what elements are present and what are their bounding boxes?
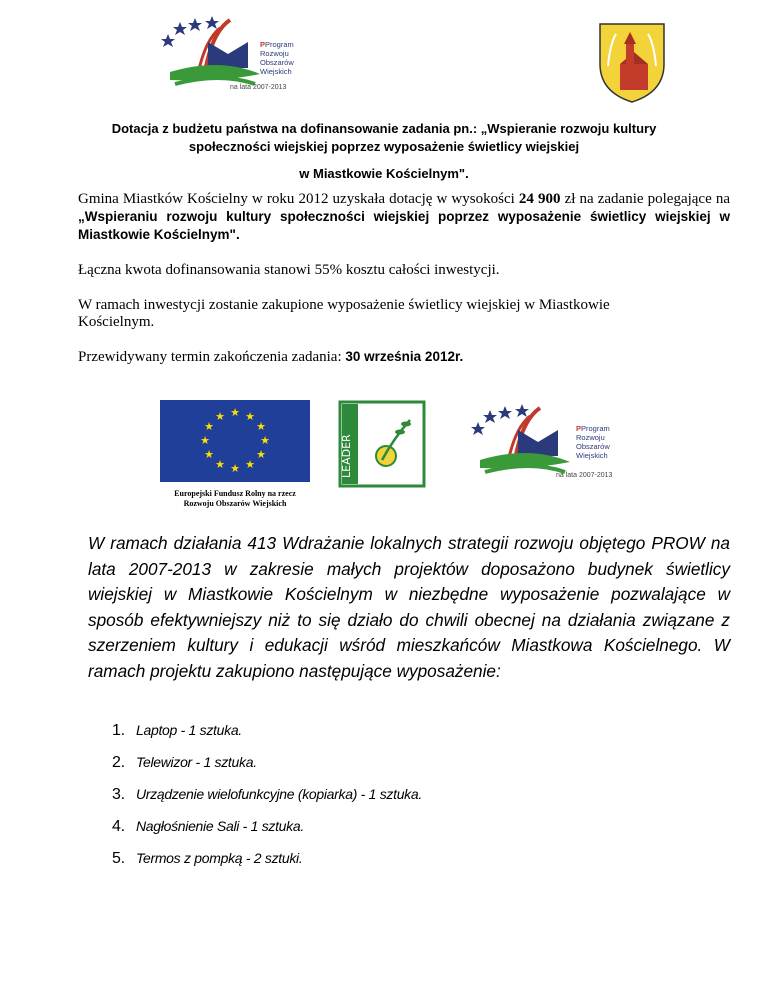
prow2-line4: Wiejskich	[576, 451, 608, 460]
list-item	[112, 818, 304, 836]
leader-emblem-icon	[338, 400, 426, 488]
paragraph-dotation	[78, 191, 730, 244]
item-number: 4.	[112, 818, 125, 835]
svg-text:★: ★	[256, 448, 266, 461]
prow-years: na lata 2007-2013	[230, 84, 287, 91]
svg-text:★: ★	[245, 410, 255, 423]
svg-text:★: ★	[200, 434, 210, 447]
item-number: 2.	[112, 754, 125, 771]
paragraph-deadline	[78, 348, 730, 366]
item-text: Termos z pompką - 2 sztuki.	[136, 850, 303, 866]
prow2-line1: Program	[581, 424, 610, 433]
eu-caption-line1: Europejski Fundusz Rolny na rzecz	[174, 489, 296, 498]
item-text: Laptop - 1 sztuka.	[136, 722, 242, 738]
svg-text:★: ★	[230, 462, 240, 475]
prow-line4: Wiejskich	[260, 67, 292, 76]
svg-text:★: ★	[204, 448, 214, 461]
italic-description: W ramach działania 413 Wdrażanie lokalnych strategii rozwoju objętego PROW na lata 2007-2013 w zakresie małych projektów doposażono budynek świetlicy wiejskiej w Miastkowie Kościelnym w niezbędne wyposażenie pozwalające w sposób efektywniejszy niż to się działo do chwili obecnej na działania związane z szerzeniem kultury i edukacji wśród mieszkańców Miastkowa Kościelnego. W ramach projektu zakupiono następujące wyposażenie:	[88, 533, 730, 681]
item-number: 5.	[112, 850, 125, 867]
svg-text:★: ★	[245, 458, 255, 471]
prow2-line3: Obszarów	[576, 442, 610, 451]
item-number: 1.	[112, 722, 125, 739]
prow-line3: Obszarów	[260, 58, 294, 67]
heading-line1: Dotacja z budżetu państwa na dofinansowanie zadania pn.: „Wspieranie rozwoju kultury społeczności wiejskiej poprzez wyposażenie świetlicy wiejskiej	[111, 121, 657, 154]
svg-text:★: ★	[215, 410, 225, 423]
paragraph-funding-share: Łączna kwota dofinansowania stanowi 55% kosztu całości inwestycji.	[78, 262, 500, 278]
prow-line1: Program	[265, 40, 294, 49]
list-item	[112, 850, 302, 868]
heading-line2: w Miastkowie Kościelnym".	[299, 166, 469, 181]
svg-text:★: ★	[256, 420, 266, 433]
prow-emblem-small-icon	[460, 400, 640, 490]
leader-logo	[338, 400, 426, 488]
item-number: 3.	[112, 786, 125, 803]
list-item	[112, 786, 422, 804]
svg-text:★: ★	[260, 434, 270, 447]
item-text: Telewizor - 1 sztuka.	[136, 754, 257, 770]
eu-flag-icon	[160, 400, 310, 482]
p4-pre: Przewidywany termin zakończenia zadania:	[78, 349, 346, 365]
list-item	[112, 722, 242, 740]
paragraph-investment: W ramach inwestycji zostanie zakupione wyposażenie świetlicy wiejskiej w Miastkowie Kościelnym.	[78, 297, 610, 330]
church-coat-of-arms-icon	[596, 20, 668, 104]
p4-date: 30 września 2012r.	[345, 349, 464, 364]
leader-text: LEADER	[340, 434, 353, 478]
p1-task: „Wspieraniu rozwoju kultury społeczności wiejskiej poprzez wyposażenie świetlicy wiejskiej w Miastkowie Kościelnym".	[78, 209, 730, 242]
eu-flag-logo	[160, 400, 310, 510]
p1-mid: zł na zadanie polegające na	[560, 191, 730, 207]
list-item	[112, 754, 257, 772]
svg-text:★: ★	[215, 458, 225, 471]
prow-logo-bottom: PProgram Rozwoju Obszarów Wiejskich na lata 2007-2013	[460, 400, 640, 490]
svg-text:★: ★	[230, 406, 240, 419]
p1-pre: Gmina Miastków Kościelny w roku 2012 uzyskała dotację w wysokości	[78, 191, 519, 207]
prow-line2: Rozwoju	[260, 49, 289, 58]
p1-amount: 24 900	[518, 191, 561, 207]
prow2-years: na lata 2007-2013	[556, 472, 613, 479]
prow-logo-top: PProgram Rozwoju Obszarów Wiejskich na lata 2007-2013	[150, 12, 330, 102]
item-text: Nagłośnienie Sali - 1 sztuka.	[136, 818, 304, 834]
prow2-line2: Rozwoju	[576, 433, 605, 442]
eu-caption-line2: Rozwoju Obszarów Wiejskich	[183, 499, 287, 508]
svg-text:★: ★	[204, 420, 214, 433]
coat-of-arms	[596, 20, 668, 104]
item-text: Urządzenie wielofunkcyjne (kopiarka) - 1 sztuka.	[136, 786, 422, 802]
